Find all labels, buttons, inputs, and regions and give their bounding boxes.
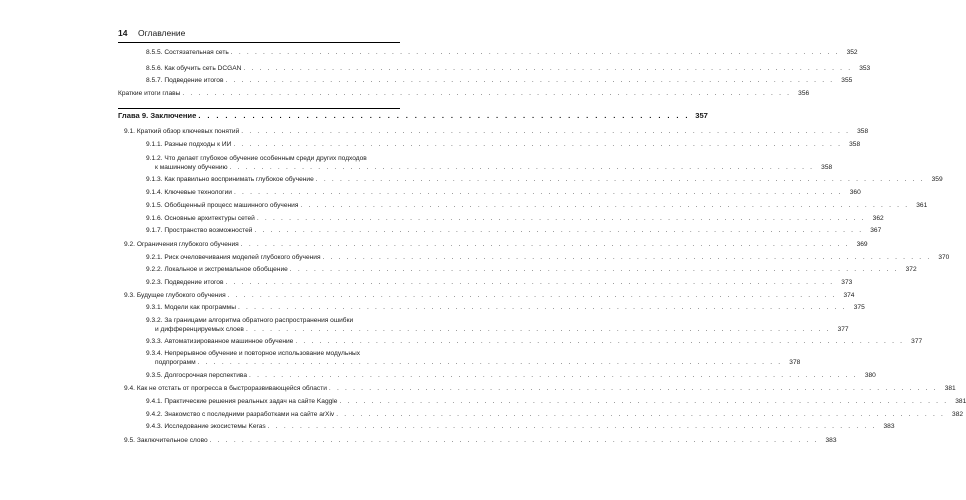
toc-entry-title-line2: к машинному обучению bbox=[155, 164, 228, 171]
toc-entry-page: 381 bbox=[955, 398, 966, 405]
toc-entry bbox=[146, 372, 876, 380]
toc-dot-leader: . . . . . . . . . . . . . . . . . . . . . . . . . . . . . . . . . . . . . . . . . . . . . . . . . . . . . . . . . . . . . . . . . . . . . . . . . bbox=[245, 326, 831, 333]
toc-entry-page: 375 bbox=[853, 304, 865, 311]
toc-dot-leader: . . . . . . . . . . . . . . . . . . . . . . . . . . . . . . . . . . . . . . . . . . . . . . . . . . . . . . . . . . . . . . . . . . . . . . . . . . . . bbox=[254, 227, 864, 234]
toc-entry-page: 355 bbox=[841, 77, 853, 84]
toc-dot-leader: . . . . . . . . . . . . . . . . . . . . . . . . . . . . . . . . . . . . . . . . . . . . . . . . . . . . . . . bbox=[198, 111, 690, 120]
toc-entry-title: 9.4.3. Исследование экосистемы Keras bbox=[146, 423, 266, 430]
toc-entry-page: 356 bbox=[798, 90, 810, 97]
toc-dot-leader: . . . . . . . . . . . . . . . . . . . . . . . . . . . . . . . . . . . . . . . . . . . . . . . . . . . . . . . . . . . . . . . . . . . . . . . . . . . . bbox=[267, 423, 877, 430]
toc-dot-leader: . . . . . . . . . . . . . . . . . . . . . . . . . . . . . . . . . . . . . . . . . . . . . . . . . . . . . . . . . . . . . . . . . . . . . . . . . . . . bbox=[227, 292, 837, 299]
toc-entry bbox=[124, 128, 869, 136]
toc-entry bbox=[146, 65, 871, 73]
toc-entry-title-line1: 9.3.4. Непрерывное обучение и повторное использование модульных bbox=[146, 350, 361, 357]
toc-dot-leader: . . . . . . . . . . . . . . . . . . . . . . . . . . . . . . . . . . . . . . . . . . . . . . . . . . . . . . . . . . . . . . . . . . . . . . . . . . . . bbox=[336, 411, 946, 418]
toc-dot-leader: . . . . . . . . . . . . . . . . . . . . . . . . . . . . . . . . . . . . . . . . . . . . . . . . . . . . . . . . . . . . . . . . . . . . . . . . . bbox=[197, 359, 783, 366]
toc-dot-leader: . . . . . . . . . . . . . . . . . . . . . . . . . . . . . . . . . . . . . . . . . . . . . . . . . . . . . . . . . . . . . . . . . . . . . . . . . . . . bbox=[289, 266, 899, 273]
toc-entry-page: 383 bbox=[883, 423, 895, 430]
toc-entry-page: 370 bbox=[938, 254, 950, 261]
toc-entry bbox=[146, 141, 861, 149]
toc-entry-title: 8.5.6. Как обучить сеть DCGAN bbox=[146, 65, 242, 72]
toc-entry-page: 382 bbox=[952, 411, 964, 418]
toc-dot-leader: . . . . . . . . . . . . . . . . . . . . . . . . . . . . . . . . . . . . . . . . . . . . . . . . . . . . . . . . . . . . . . . . . . . . . . . . . . . . bbox=[240, 241, 850, 248]
toc-entry bbox=[146, 77, 853, 85]
toc-entry bbox=[124, 292, 855, 300]
toc-dot-leader: . . . . . . . . . . . . . . . . . . . . . . . . . . . . . . . . . . . . . . . . . . . . . . . . . . . . . . . . . . . . . . . . . . . . . . . . . . . . bbox=[230, 49, 840, 56]
toc-entry-page: 373 bbox=[841, 279, 853, 286]
toc-entry bbox=[124, 241, 868, 249]
toc-dot-leader: . . . . . . . . . . . . . . . . . . . . . . . . . . . . . . . . . . . . . . . . . . . . . . . . . . . . . . . . . . . . . . . . . . . . . . . . . . . . bbox=[322, 254, 932, 261]
toc-entry bbox=[146, 215, 884, 223]
toc-entry bbox=[118, 90, 810, 98]
toc-entry-page: 361 bbox=[916, 202, 928, 209]
page-number: 14 bbox=[118, 28, 128, 38]
toc-dot-leader: . . . . . . . . . . . . . . . . . . . . . . . . . . . . . . . . . . . . . . . . . . . . . . . . . . . . . . . . . . . . . . . . . . . . . . . . . . . . bbox=[300, 202, 910, 209]
toc-entry-title: 9.2. Ограничения глубокого обучения bbox=[124, 241, 239, 248]
toc-entry-title: 9.4.2. Знакомство с последними разработками на сайте arXiv bbox=[146, 411, 335, 418]
toc-entry-title: 9.1. Краткий обзор ключевых понятий bbox=[124, 128, 240, 135]
toc-dot-leader: . . . . . . . . . . . . . . . . . . . . . . . . . . . . . . . . . . . . . . . . . . . . . . . . . . . . . . . . . . . . . . . . . . . . . . . . . . . . bbox=[315, 176, 925, 183]
toc-entry-title: 9.3.5. Долгосрочная перспектива bbox=[146, 372, 247, 379]
toc-entry-page: 358 bbox=[821, 164, 833, 171]
toc-entry-page: 374 bbox=[843, 292, 855, 299]
toc-dot-leader: . . . . . . . . . . . . . . . . . . . . . . . . . . . . . . . . . . . . . . . . . . . . . . . . . . . . . . . . . . . . . . . . . . . . . . . . . . . . bbox=[237, 304, 847, 311]
toc-dot-leader: . . . . . . . . . . . . . . . . . . . . . . . . . . . . . . . . . . . . . . . . . . . . . . . . . . . . . . . . . . . . . . . . . . . . . . . . . . . . bbox=[249, 372, 858, 379]
toc-entry bbox=[124, 385, 956, 393]
toc-dot-leader: . . . . . . . . . . . . . . . . . . . . . . . . . . . . . . . . . . . . . . . . . . . . . . . . . . . . . . . . . . . . . . . . . . . . . . . . . . . . bbox=[233, 141, 843, 148]
toc-entry-multiline bbox=[146, 349, 801, 367]
toc-entry-page: 377 bbox=[911, 338, 923, 345]
running-header-title: Оглавление bbox=[138, 28, 186, 38]
toc-entry bbox=[146, 398, 966, 406]
toc-entry-page: 358 bbox=[849, 141, 861, 148]
toc-entry bbox=[146, 338, 923, 346]
toc-entry bbox=[146, 49, 858, 57]
toc-entry-title-line2: и дифференцируемых слоев bbox=[155, 326, 244, 333]
toc-entry-page: 359 bbox=[931, 176, 943, 183]
toc-entry-title: 9.3.3. Автоматизированное машинное обучение bbox=[146, 338, 294, 345]
toc-entry bbox=[146, 227, 882, 235]
toc-entry-title: 9.1.6. Основные архитектуры сетей bbox=[146, 215, 255, 222]
toc-dot-leader: . . . . . . . . . . . . . . . . . . . . . . . . . . . . . . . . . . . . . . . . . . . . . . . . . . . . . . . . . . . . . . . . . . . . . . . . . . . . bbox=[182, 90, 792, 97]
toc-entry bbox=[146, 304, 865, 312]
toc-entry bbox=[146, 254, 950, 262]
toc-entry bbox=[146, 411, 964, 419]
table-of-contents bbox=[118, 0, 966, 500]
toc-entry-page: 353 bbox=[859, 65, 871, 72]
toc-entry bbox=[146, 279, 853, 287]
toc-entry-title: Краткие итоги главы bbox=[118, 90, 181, 97]
toc-dot-leader: . . . . . . . . . . . . . . . . . . . . . . . . . . . . . . . . . . . . . . . . . . . . . . . . . . . . . . . . . . . . . . . . . . . . . . . . . . . . bbox=[241, 128, 851, 135]
toc-entry bbox=[146, 176, 943, 184]
toc-entry-title-line2: подпрограмм bbox=[155, 359, 196, 366]
toc-dot-leader: . . . . . . . . . . . . . . . . . . . . . . . . . . . . . . . . . . . . . . . . . . . . . . . . . . . . . . . . . . . . . . . . . . . . . . . . . . . . bbox=[233, 189, 843, 196]
toc-entry-title: 8.5.5. Состязательная сеть bbox=[146, 49, 229, 56]
toc-entry bbox=[146, 202, 928, 210]
toc-chapter-page: 357 bbox=[695, 111, 708, 120]
toc-entry-page: 367 bbox=[870, 227, 882, 234]
toc-entry-title: 9.2.3. Подведение итогов bbox=[146, 279, 224, 286]
toc-entry-title: 9.1.1. Разные подходы к ИИ bbox=[146, 141, 232, 148]
toc-entry bbox=[124, 437, 837, 445]
toc-entry-page: 381 bbox=[944, 385, 956, 392]
toc-dot-leader: . . . . . . . . . . . . . . . . . . . . . . . . . . . . . . . . . . . . . . . . . . . . . . . . . . . . . . . . . . . . . . . . . . . . . . . . . . . . bbox=[295, 338, 905, 345]
toc-entry-page: 358 bbox=[857, 128, 869, 135]
toc-entry bbox=[146, 189, 861, 197]
chapter-divider bbox=[118, 108, 400, 109]
toc-dot-leader: . . . . . . . . . . . . . . . . . . . . . . . . . . . . . . . . . . . . . . . . . . . . . . . . . . . . . . . . . . . . . . . . . . . . . . . . . . . . bbox=[225, 77, 835, 84]
toc-entry-page: 380 bbox=[864, 372, 876, 379]
toc-entry-page: 383 bbox=[825, 437, 837, 444]
toc-entry-title: 9.2.1. Риск очеловечивания моделей глубокого обучения bbox=[146, 254, 321, 261]
toc-entry-title: 9.1.5. Обобщенный процесс машинного обучения bbox=[146, 202, 299, 209]
toc-entry-page: 378 bbox=[789, 359, 801, 366]
toc-entry-title: 9.5. Заключительное слово bbox=[124, 437, 208, 444]
toc-dot-leader: . . . . . . . . . . . . . . . . . . . . . . . . . . . . . . . . . . . . . . . . . . . . . . . . . . . . . . . . . . . . . . . . . . . . . . . . . . . . bbox=[339, 398, 949, 405]
toc-chapter-entry bbox=[118, 111, 708, 120]
toc-entry-page: 362 bbox=[872, 215, 884, 222]
toc-entry-page: 377 bbox=[837, 326, 849, 333]
toc-entry-multiline bbox=[146, 154, 833, 172]
toc-entry bbox=[146, 266, 917, 274]
toc-dot-leader: . . . . . . . . . . . . . . . . . . . . . . . . . . . . . . . . . . . . . . . . . . . . . . . . . . . . . . . . . . . . . . . . . . . . . . . . . . . . bbox=[209, 437, 819, 444]
toc-entry-page: 352 bbox=[846, 49, 858, 56]
toc-dot-leader: . . . . . . . . . . . . . . . . . . . . . . . . . . . . . . . . . . . . . . . . . . . . . . . . . . . . . . . . . . . . . . . . . . . . . . . . . . . . bbox=[328, 385, 938, 392]
toc-entry-page: 369 bbox=[856, 241, 868, 248]
toc-dot-leader: . . . . . . . . . . . . . . . . . . . . . . . . . . . . . . . . . . . . . . . . . . . . . . . . . . . . . . . . . . . . . . . . . . . . . . . . . bbox=[229, 164, 815, 171]
toc-entry-title: 9.1.4. Ключевые технологии bbox=[146, 189, 232, 196]
toc-entry-title-line1: 9.1.2. Что делает глубокое обучение особенным среди других подходов bbox=[146, 155, 367, 162]
toc-entry-title: 9.1.3. Как правильно воспринимать глубокое обучение bbox=[146, 176, 314, 183]
toc-entry-title: 9.4. Как не отстать от прогресса в быстроразвивающейся области bbox=[124, 385, 327, 392]
toc-entry-page: 372 bbox=[905, 266, 917, 273]
toc-dot-leader: . . . . . . . . . . . . . . . . . . . . . . . . . . . . . . . . . . . . . . . . . . . . . . . . . . . . . . . . . . . . . . . . . . . . . . . . . . . . bbox=[243, 65, 853, 72]
toc-entry-title: 9.3.1. Модели как программы bbox=[146, 304, 236, 311]
toc-entry-page: 360 bbox=[849, 189, 861, 196]
toc-entry-title: 8.5.7. Подведение итогов bbox=[146, 77, 224, 84]
toc-chapter-title: Глава 9. Заключение bbox=[118, 111, 197, 120]
toc-entry-title: 9.4.1. Практические решения реальных задач на сайте Kaggle bbox=[146, 398, 338, 405]
toc-dot-leader: . . . . . . . . . . . . . . . . . . . . . . . . . . . . . . . . . . . . . . . . . . . . . . . . . . . . . . . . . . . . . . . . . . . . . . . . . . . . bbox=[225, 279, 835, 286]
toc-entry-title-line1: 9.3.2. За границами алгоритма обратного распространения ошибки bbox=[146, 317, 354, 324]
toc-entry-title: 9.1.7. Пространство возможностей bbox=[146, 227, 253, 234]
toc-dot-leader: . . . . . . . . . . . . . . . . . . . . . . . . . . . . . . . . . . . . . . . . . . . . . . . . . . . . . . . . . . . . . . . . . . . . . . . . . . . . bbox=[256, 215, 866, 222]
toc-entry-title: 9.2.2. Локальное и экстремальное обобщение bbox=[146, 266, 288, 273]
toc-entry bbox=[146, 423, 895, 431]
toc-entry-title: 9.3. Будущее глубокого обучения bbox=[124, 292, 226, 299]
toc-entry-multiline bbox=[146, 316, 849, 334]
